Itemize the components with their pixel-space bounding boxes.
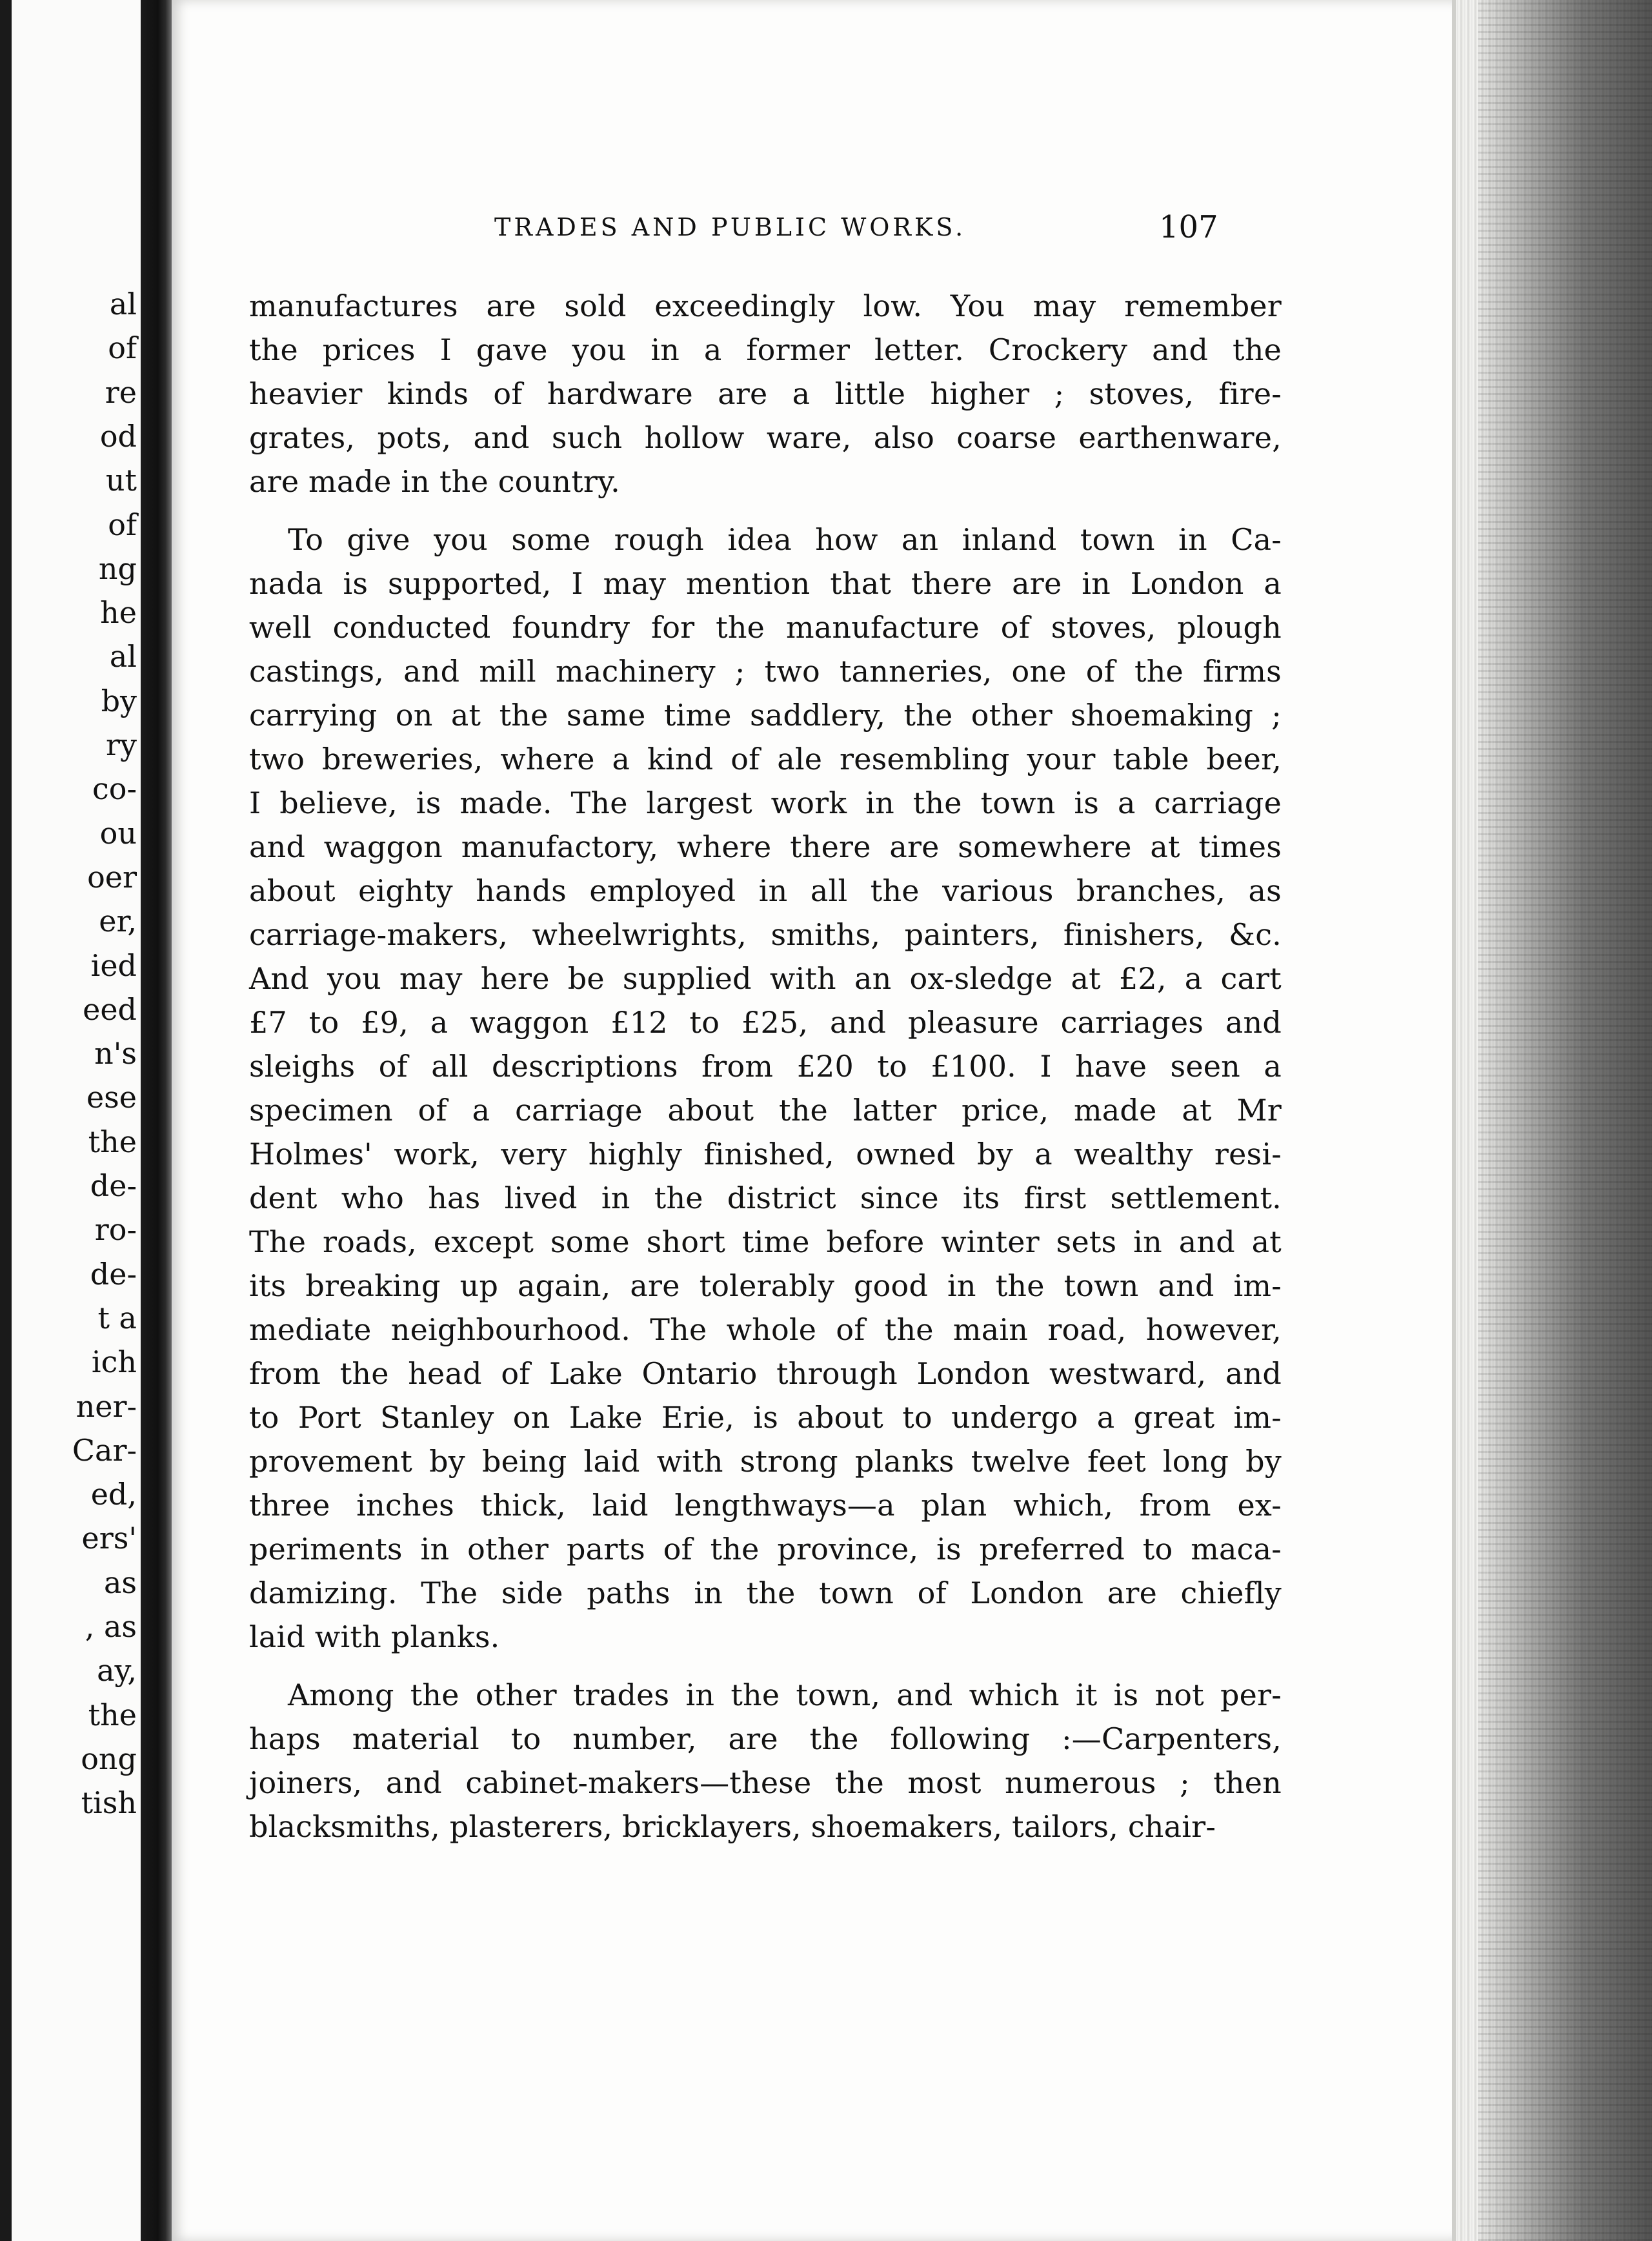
text-line: its breaking up again, are tolerably good in the town and im-	[249, 1268, 1282, 1303]
text-line: about eighty hands employed in all the various branches, as	[249, 873, 1282, 908]
previous-page-fragment: by	[101, 683, 137, 718]
previous-page-fragment: ou	[99, 815, 137, 851]
text-line: joiners, and cabinet-makers—these the most numerous ; then	[249, 1765, 1282, 1800]
fore-edge-texture	[1478, 0, 1652, 2241]
text-line: from the head of Lake Ontario through London westward, and	[249, 1356, 1282, 1391]
paragraph-p1	[249, 284, 1282, 503]
previous-page-fragment: ner-	[76, 1388, 137, 1424]
paragraph-p2	[249, 518, 1282, 1659]
body-text	[249, 284, 1282, 1849]
text-line: to Port Stanley on Lake Erie, is about to undergo a great im-	[249, 1400, 1282, 1435]
text-line: nada is supported, I may mention that there are in London a	[249, 566, 1282, 601]
previous-page-fragment: de-	[90, 1168, 137, 1203]
text-line: are made in the country.	[249, 464, 620, 499]
previous-page-fragment: er,	[99, 904, 137, 939]
previous-page-fragment: ers'	[81, 1521, 137, 1556]
book-gutter	[141, 0, 172, 2241]
paragraph-gap	[249, 1659, 1282, 1673]
page-number: 107	[1159, 209, 1218, 245]
previous-page-fragment: ut	[105, 463, 137, 498]
previous-page-fragment: ong	[81, 1741, 137, 1776]
binding-shadow-left	[0, 0, 12, 2241]
text-line: mediate neighbourhood. The whole of the main road, however,	[249, 1312, 1282, 1347]
text-line: heavier kinds of hardware are a little higher ; stoves, fire-	[249, 376, 1282, 411]
previous-page-fragment: ese	[86, 1080, 137, 1115]
text-line: carriage-makers, wheelwrights, smiths, painters, finishers, &c.	[249, 917, 1282, 952]
text-line: three inches thick, laid lengthways—a plan which, from ex-	[249, 1488, 1282, 1523]
running-head: TRADES AND PUBLIC WORKS.	[494, 213, 967, 241]
previous-page-fragment: of	[108, 507, 137, 542]
text-line: haps material to number, are the following :—Carpenters,	[249, 1721, 1282, 1756]
paragraph-p3	[249, 1673, 1282, 1849]
previous-page-fragment: eed	[83, 991, 137, 1027]
text-line: castings, and mill machinery ; two tanneries, one of the firms	[249, 654, 1282, 689]
text-line: and waggon manufactory, where there are somewhere at times	[249, 829, 1282, 864]
previous-page-fragment: ng	[98, 551, 137, 586]
previous-page-fragment: the	[88, 1697, 137, 1732]
previous-page-fragment: oer	[87, 859, 137, 895]
previous-page-fragment: ry	[106, 727, 137, 762]
previous-page-fragment: he	[100, 595, 137, 631]
previous-page-fragment: the	[88, 1124, 137, 1159]
previous-page-fragment: de-	[90, 1256, 137, 1292]
previous-page-fragment: od	[99, 418, 137, 454]
paragraph-gap	[249, 503, 1282, 518]
previous-page-fragment: of	[108, 330, 137, 366]
previous-page-fragment: ed,	[90, 1477, 137, 1512]
text-line: two breweries, where a kind of ale resembling your table beer,	[249, 742, 1282, 776]
previous-page-fragment: co-	[92, 771, 137, 807]
text-line: The roads, except some short time before winter sets in and at	[249, 1224, 1282, 1259]
text-line: manufactures are sold exceedingly low. You may remember	[249, 289, 1282, 323]
book-page	[172, 0, 1456, 2241]
previous-page-fragment: ied	[90, 948, 137, 983]
text-line: specimen of a carriage about the latter price, made at Mr	[249, 1093, 1282, 1128]
previous-page-fragment: Car-	[72, 1432, 137, 1468]
text-line: Among the other trades in the town, and which it is not per-	[288, 1678, 1282, 1712]
previous-page-fragment: tish	[81, 1785, 137, 1821]
previous-page-fragment: al	[109, 639, 137, 674]
previous-page-fragment: as	[103, 1565, 137, 1600]
text-line: sleighs of all descriptions from £20 to £100. I have seen a	[249, 1049, 1282, 1084]
text-line: blacksmiths, plasterers, bricklayers, shoemakers, tailors, chair-	[249, 1809, 1216, 1844]
text-line: carrying on at the same time saddlery, the other shoemaking ;	[249, 698, 1282, 733]
text-line: Holmes' work, very highly finished, owned by a wealthy resi-	[249, 1137, 1282, 1171]
text-line: And you may here be supplied with an ox-sledge at £2, a cart	[249, 961, 1282, 996]
previous-page-sliver	[12, 0, 141, 2241]
text-line: the prices I gave you in a former letter. Crockery and the	[249, 332, 1282, 367]
previous-page-fragment: al	[109, 287, 137, 321]
previous-page-fragment: re	[105, 374, 137, 410]
text-line: I believe, is made. The largest work in the town is a carriage	[249, 786, 1282, 820]
text-line: damizing. The side paths in the town of London are chiefly	[249, 1576, 1282, 1610]
previous-page-fragment: n's	[94, 1036, 137, 1071]
text-line: provement by being laid with strong planks twelve feet long by	[249, 1444, 1282, 1479]
previous-page-fragment: ro-	[94, 1212, 137, 1248]
text-line: dent who has lived in the district since its first settlement.	[249, 1181, 1282, 1215]
previous-page-fragment: t a	[97, 1300, 137, 1335]
text-line: periments in other parts of the province, is preferred to maca-	[249, 1532, 1282, 1567]
text-line: laid with planks.	[249, 1619, 500, 1654]
previous-page-fragment: , as	[85, 1609, 137, 1644]
previous-page-fragment: ay,	[97, 1653, 137, 1688]
text-line: £7 to £9, a waggon £12 to £25, and pleasure carriages and	[249, 1005, 1282, 1040]
previous-page-fragment: ich	[91, 1344, 137, 1380]
text-line: grates, pots, and such hollow ware, also coarse earthenware,	[249, 420, 1282, 455]
text-line: To give you some rough idea how an inland town in Ca-	[288, 522, 1282, 557]
text-line: well conducted foundry for the manufacture of stoves, plough	[249, 610, 1282, 645]
